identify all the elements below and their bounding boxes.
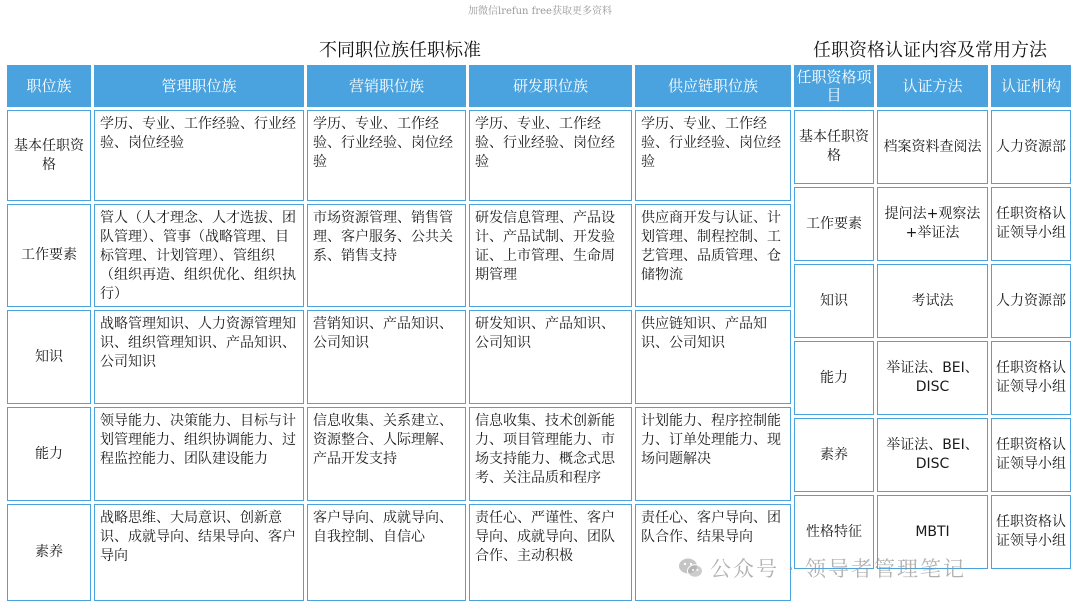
table-cell: 学历、专业、工作经验、行业经验、岗位经验	[307, 110, 466, 201]
row-label: 工作要素	[7, 204, 91, 307]
watermark	[678, 553, 966, 583]
table-cell: 供应链知识、产品知识、公司知识	[635, 310, 791, 404]
header-management: 管理职位族	[94, 65, 304, 107]
table-cell: 计划能力、程序控制能力、订单处理能力、现场问题解决	[635, 407, 791, 501]
header-marketing: 营销职位族	[307, 65, 466, 107]
table-cell: 信息收集、关系建立、资源整合、人际理解、产品开发支持	[307, 407, 466, 501]
table-cell: 战略管理知识、人力资源管理知识、组织管理知识、产品知识、公司知识	[94, 310, 304, 404]
certification-org: 人力资源部	[991, 110, 1071, 184]
table-cell: 学历、专业、工作经验、行业经验、岗位经验	[635, 110, 791, 201]
row-label: 基本任职资格	[7, 110, 91, 201]
table-row	[7, 204, 791, 307]
row-label: 知识	[7, 310, 91, 404]
top-note: 加微信lrefun free获取更多资料	[468, 6, 612, 17]
table-cell: 管人（人才理念、人才选拔、团队管理）、管事（战略管理、目标管理、计划管理）、管组织（组织再造、组织优化、组织执行）	[94, 204, 304, 307]
table-cell: 客户导向、成就导向、自我控制、自信心	[307, 504, 466, 601]
table-cell: 责任心、严谨性、客户导向、成就导向、团队合作、主动积极	[469, 504, 632, 601]
row-label: 素养	[7, 504, 91, 601]
certification-method: 提问法+观察法+举证法	[877, 187, 988, 261]
certification-org: 任职资格认证领导小组	[991, 187, 1071, 261]
certification-org: 任职资格认证领导小组	[991, 495, 1071, 569]
table-cell: 责任心、客户导向、团队合作、结果导向	[635, 504, 791, 601]
table-cell: 领导能力、决策能力、目标与计划管理能力、组织协调能力、过程监控能力、团队建设能力	[94, 407, 304, 501]
table-row	[7, 407, 791, 501]
table-row	[794, 341, 1071, 415]
certification-item: 工作要素	[794, 187, 874, 261]
certification-method: 举证法、BEI、DISC	[877, 418, 988, 492]
table-row	[794, 264, 1071, 338]
table-row	[7, 310, 791, 404]
job-family-standards-table	[4, 62, 794, 604]
table-cell: 学历、专业、工作经验、行业经验、岗位经验	[94, 110, 304, 201]
certification-org: 任职资格认证领导小组	[991, 341, 1071, 415]
certification-org: 任职资格认证领导小组	[991, 418, 1071, 492]
certification-methods-table	[791, 62, 1074, 572]
right-table-title: 任职资格认证内容及常用方法	[813, 40, 1047, 61]
table-cell: 研发知识、产品知识、公司知识	[469, 310, 632, 404]
left-table-title: 不同职位族任职标准	[319, 40, 481, 61]
table-cell: 研发信息管理、产品设计、产品试制、开发验证、上市管理、生命周期管理	[469, 204, 632, 307]
header-certification-method: 认证方法	[877, 65, 988, 107]
watermark-text: 公众号 · 领导者管理笔记	[710, 557, 967, 581]
certification-item: 基本任职资格	[794, 110, 874, 184]
header-certification-item: 任职资格项目	[794, 65, 874, 107]
table-cell: 战略思维、大局意识、创新意识、成就导向、结果导向、客户导向	[94, 504, 304, 601]
header-supply-chain: 供应链职位族	[635, 65, 791, 107]
table-cell: 营销知识、产品知识、公司知识	[307, 310, 466, 404]
table-header-row	[7, 65, 791, 107]
table-header-row	[794, 65, 1071, 107]
certification-item: 能力	[794, 341, 874, 415]
table-row	[7, 504, 791, 601]
certification-item: 知识	[794, 264, 874, 338]
header-rnd: 研发职位族	[469, 65, 632, 107]
table-row	[794, 418, 1071, 492]
table-cell: 市场资源管理、销售管理、客户服务、公共关系、销售支持	[307, 204, 466, 307]
header-job-family: 职位族	[7, 65, 91, 107]
certification-org: 人力资源部	[991, 264, 1071, 338]
certification-method: 举证法、BEI、DISC	[877, 341, 988, 415]
table-row	[794, 187, 1071, 261]
table-cell: 学历、专业、工作经验、行业经验、岗位经验	[469, 110, 632, 201]
certification-method: 档案资料查阅法	[877, 110, 988, 184]
certification-method: MBTI	[877, 495, 988, 569]
row-label: 能力	[7, 407, 91, 501]
table-cell: 信息收集、技术创新能力、项目管理能力、市场支持能力、概念式思考、关注品质和程序	[469, 407, 632, 501]
certification-method: 考试法	[877, 264, 988, 338]
certification-item: 素养	[794, 418, 874, 492]
certification-item: 性格特征	[794, 495, 874, 569]
table-row	[7, 110, 791, 201]
wechat-icon	[678, 555, 704, 581]
table-cell: 供应商开发与认证、计划管理、制程控制、工艺管理、品质管理、仓储物流	[635, 204, 791, 307]
table-row	[794, 110, 1071, 184]
header-certification-org: 认证机构	[991, 65, 1071, 107]
